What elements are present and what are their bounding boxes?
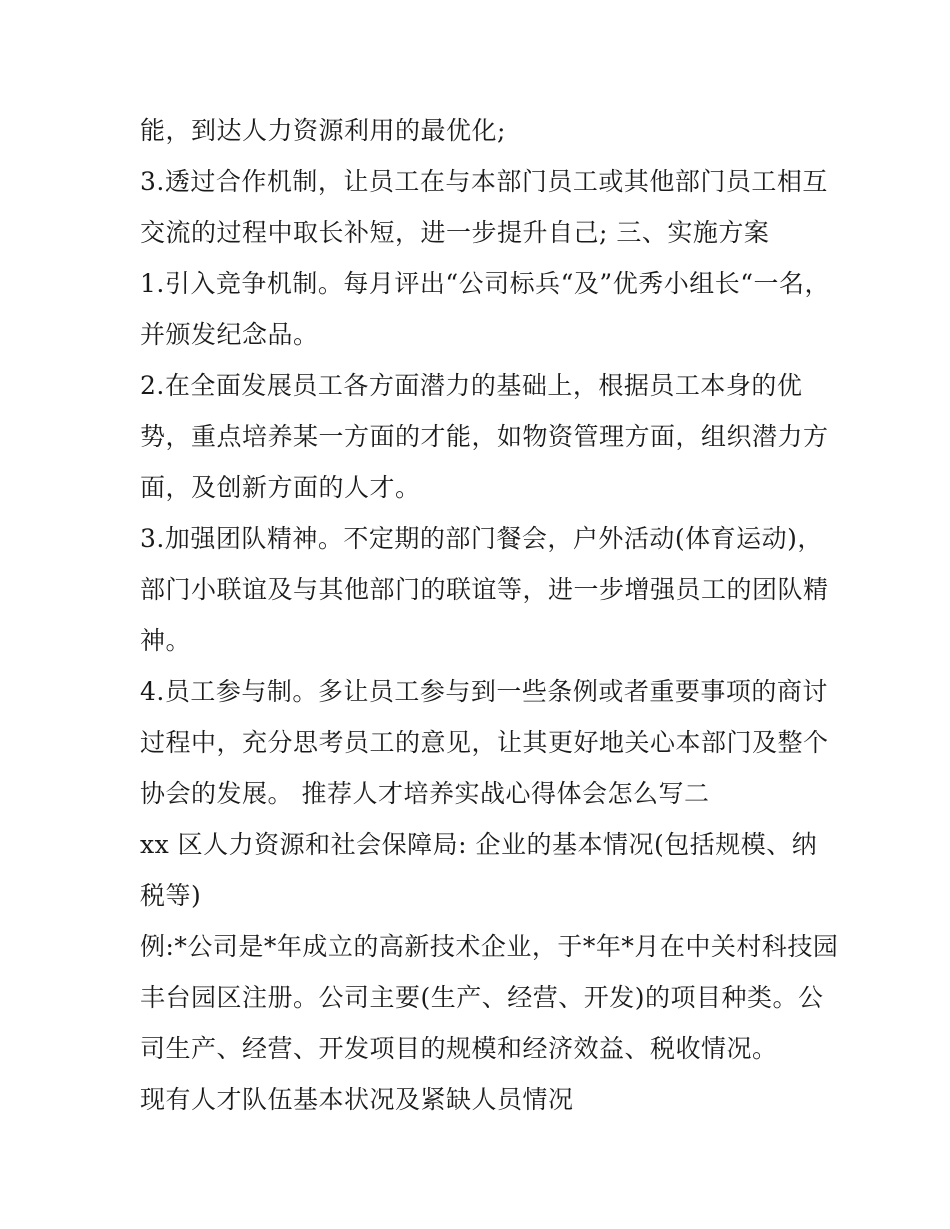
text-line: 司生产、经营、开发项目的规模和经济效益、税收情况。 (140, 1034, 778, 1063)
text-line: 势，重点培养某一方面的才能，如物资管理方面，组织潜力方 (140, 422, 829, 451)
text-line: 面，及创新方面的人才。 (140, 473, 421, 502)
text-line: 能，到达人力资源利用的最优化; (140, 116, 506, 145)
text-line: 现有人才队伍基本状况及紧缺人员情况 (140, 1085, 574, 1114)
text-line: 神。 (140, 626, 192, 655)
document-body (140, 105, 839, 1125)
text-line: 1.引入竞争机制。每月评出“公司标兵“及”优秀小组长“一名， (140, 269, 830, 298)
text-line: xx 区人力资源和社会保障局: 企业的基本情况(包括规模、纳 (140, 830, 818, 859)
text-line: 部门小联谊及与其他部门的联谊等，进一步增强员工的团队精 (140, 575, 829, 604)
text-line: 过程中，充分思考员工的意见，让其更好地关心本部门及整个 (140, 728, 829, 757)
text-line: 税等) (140, 881, 202, 910)
text-line: 3.加强团队精神。不定期的部门餐会，户外活动(体育运动)， (140, 524, 823, 553)
text-line: 并颁发纪念品。 (140, 320, 319, 349)
text-line: 例:*公司是*年成立的高新技术企业，于*年*月在中关村科技园 (140, 932, 839, 961)
text-line: 丰台园区注册。公司主要(生产、经营、开发)的项目种类。公 (140, 983, 824, 1012)
text-line: 2.在全面发展员工各方面潜力的基础上，根据员工本身的优 (140, 371, 803, 400)
text-line: 交流的过程中取长补短，进一步提升自己; 三、实施方案 (140, 218, 770, 247)
text-line: 协会的发展。 推荐人才培养实战心得体会怎么写二 (140, 779, 710, 808)
text-line: 3.透过合作机制，让员工在与本部门员工或其他部门员工相互 (140, 167, 828, 196)
text-line: 4.员工参与制。多让员工参与到一些条例或者重要事项的商讨 (140, 677, 828, 706)
